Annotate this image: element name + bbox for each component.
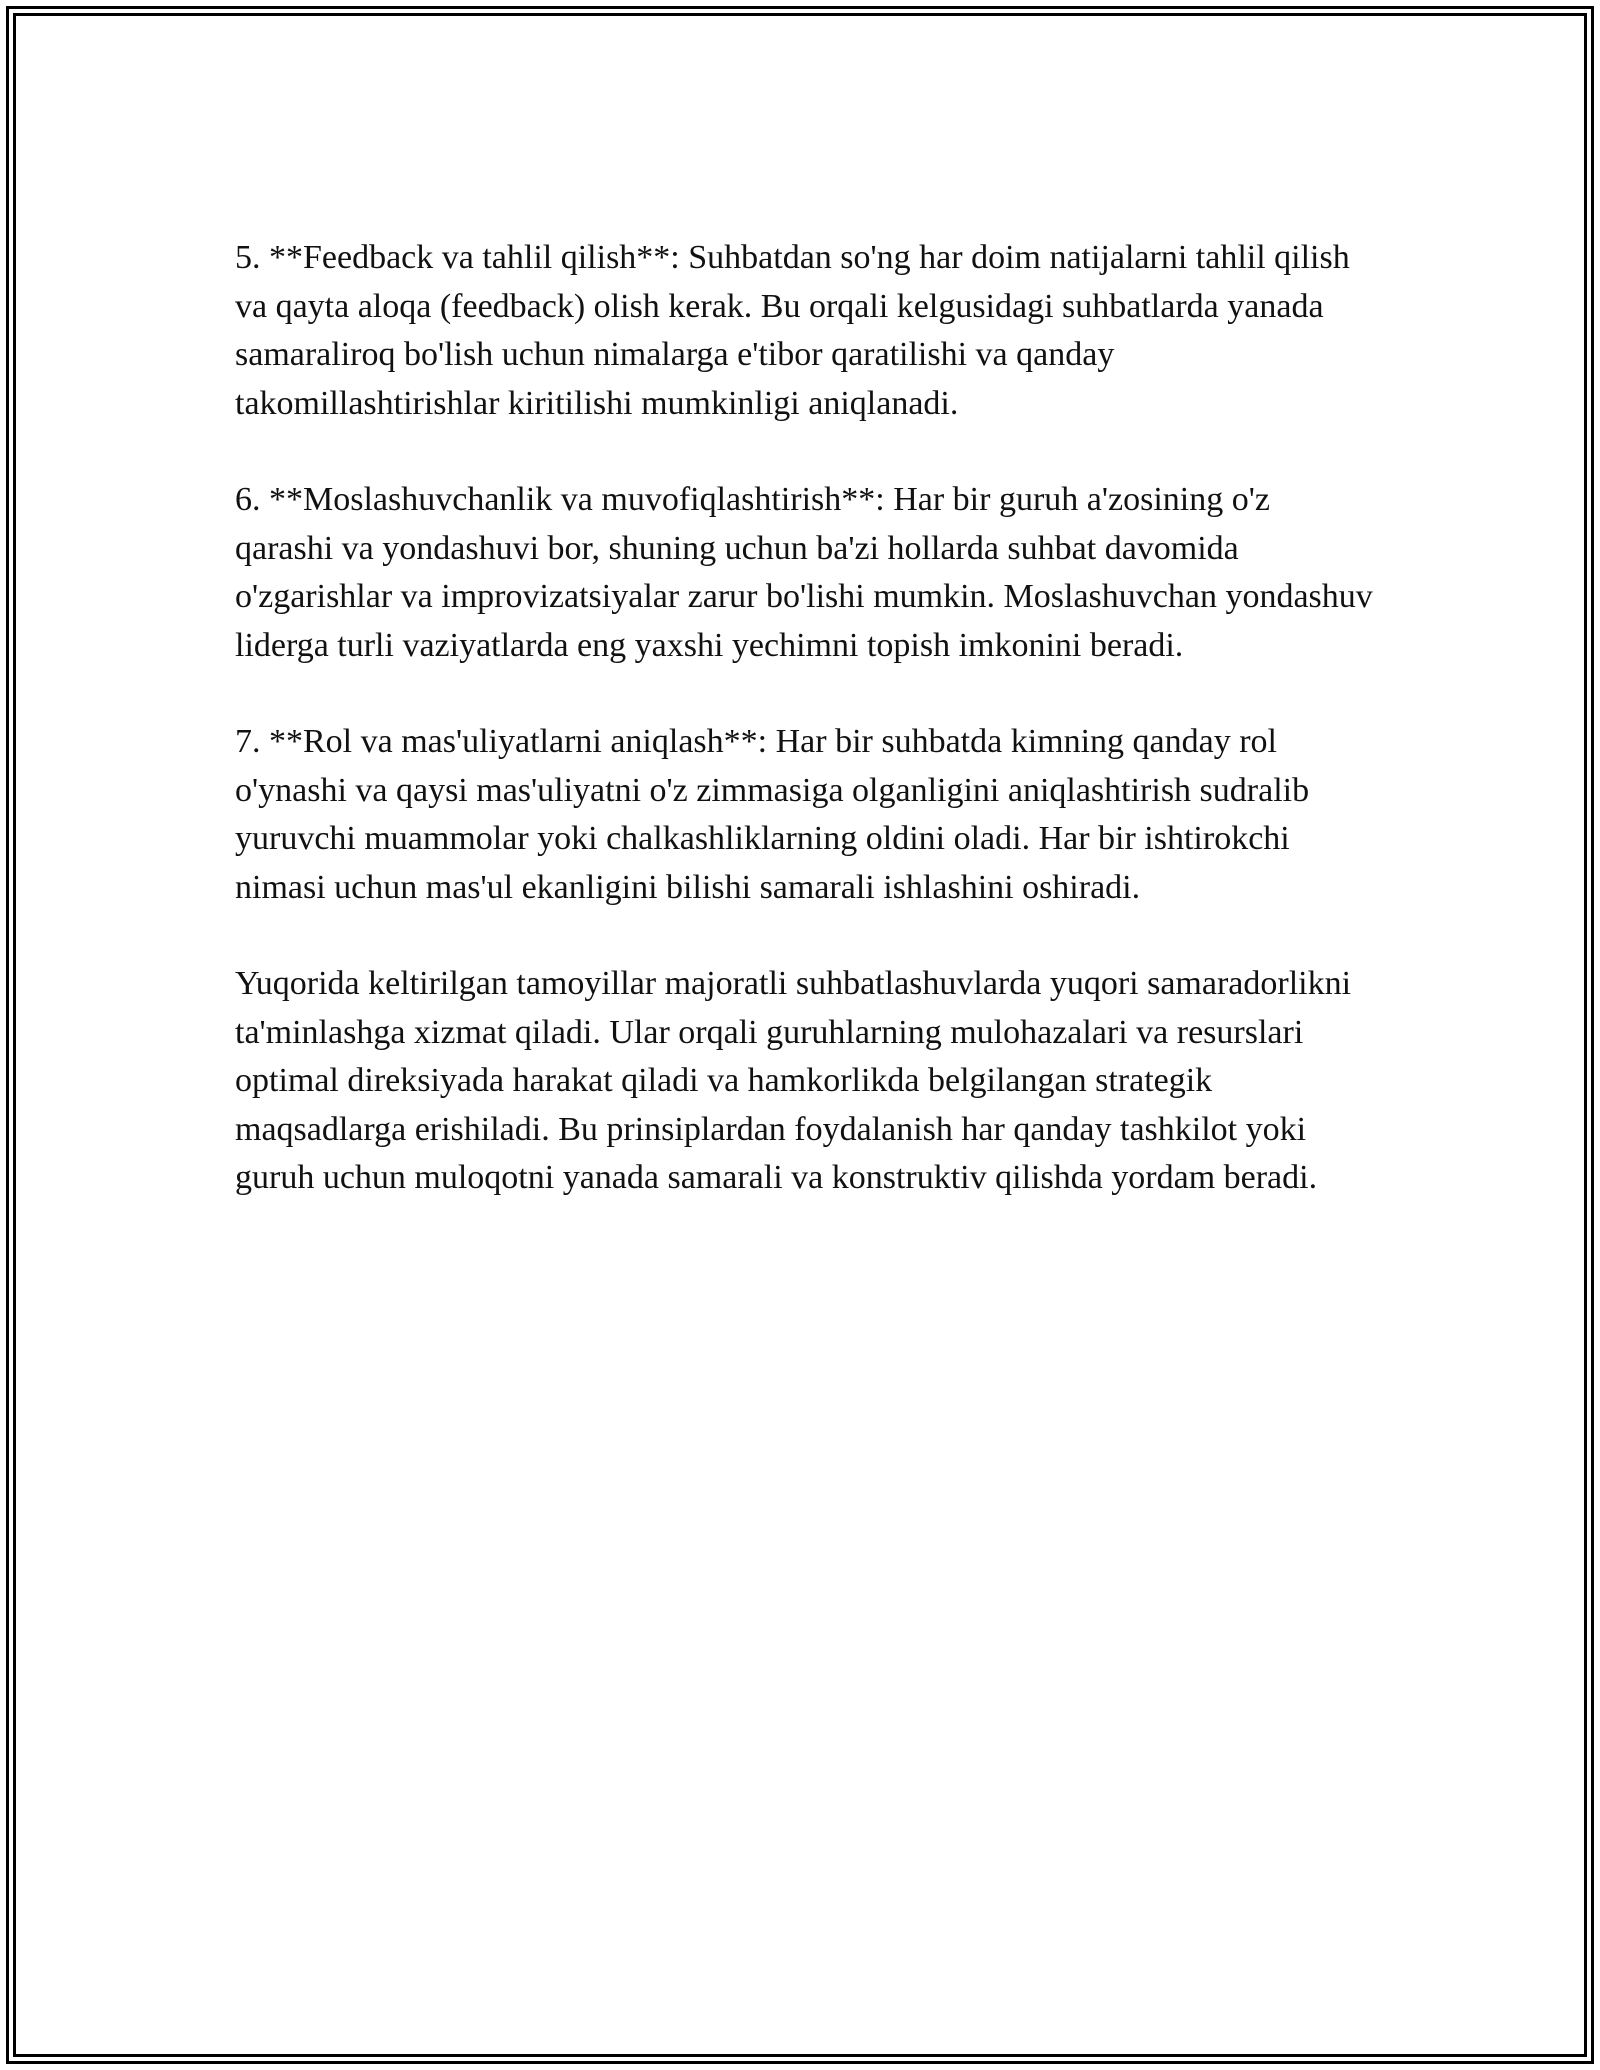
paragraph-roles: 7. **Rol va mas'uliyatlarni aniqlash**: Har bir suhbatda kimning qanday rol o'ynashi va qaysi mas'uliyatni o'z zimmasiga olganligini aniqlashtirish sudralib yuruvchi muammolar yoki chalkashliklarning oldini oladi. Har bir ishtirokchi nimasi uchun mas'ul ekanligini bilishi samarali ishlashini oshiradi.: [235, 723, 1310, 906]
document-body: [235, 234, 1375, 1251]
paragraph-feedback: 5. **Feedback va tahlil qilish**: Suhbatdan so'ng har doim natijalarni tahlil qilish va qayta aloqa (feedback) olish kerak. Bu orqali kelgusidagi suhbatlarda yanada samaraliroq bo'lish uchun nimalarga e'tibor qaratilishi va qanday takomillashtirishlar kiritilishi mumkinligi aniqlanadi.: [235, 239, 1350, 422]
paragraph-flexibility: 6. **Moslashuvchanlik va muvofiqlashtirish**: Har bir guruh a'zosining o'z qarashi va yondashuvi bor, shuning uchun ba'zi hollarda suhbat davomida o'zgarishlar va improvizatsiyalar zarur bo'lishi mumkin. Moslashuvchan yondashuv liderga turli vaziyatlarda eng yaxshi yechimni topish imkonini beradi.: [235, 481, 1373, 664]
paragraph-conclusion: Yuqorida keltirilgan tamoyillar majoratli suhbatlashuvlarda yuqori samaradorlikni ta'minlashga xizmat qiladi. Ular orqali guruhlarning mulohazalari va resurslari optimal direksiyada harakat qiladi va hamkorlikda belgilangan strategik maqsadlarga erishiladi. Bu prinsiplardan foydalanish har qanday tashkilot yoki guruh uchun muloqotni yanada samarali va konstruktiv qilishda yordam beradi.: [235, 965, 1352, 1196]
